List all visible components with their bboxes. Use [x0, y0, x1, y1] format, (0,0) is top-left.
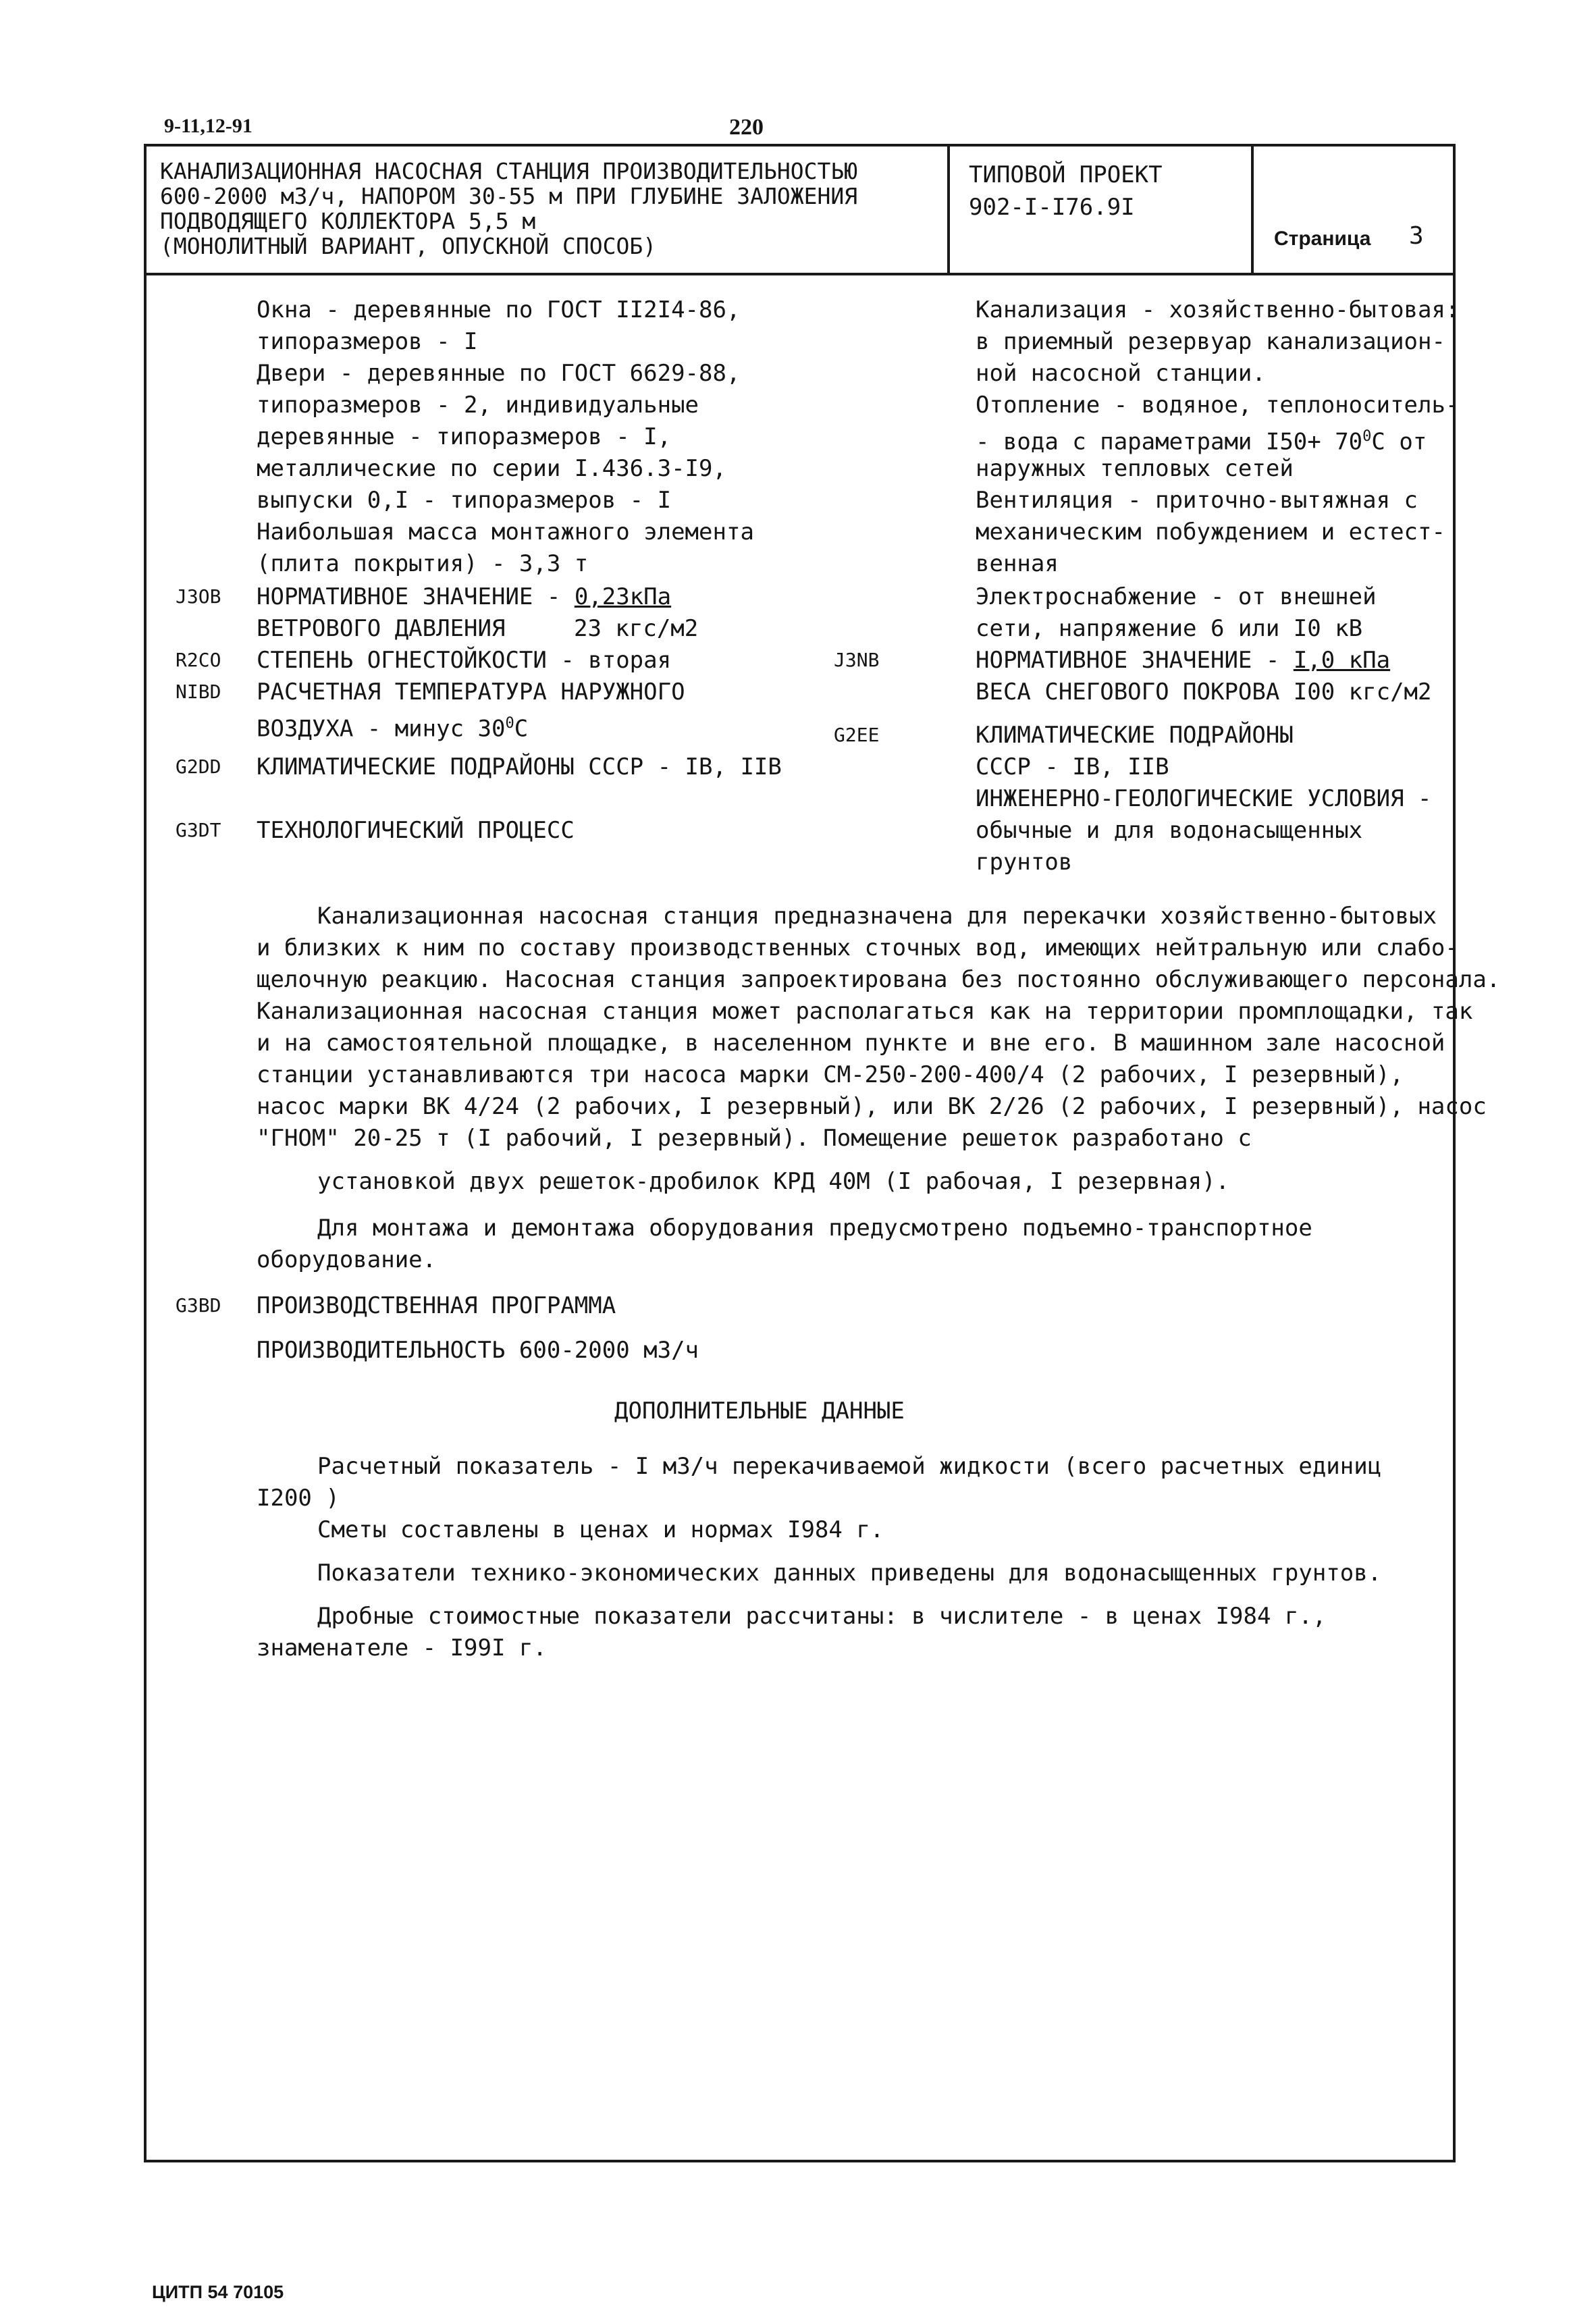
right-line: обычные и для водонасыщенных: [976, 817, 1363, 844]
fractional-line: знаменателе - I99I г.: [257, 1634, 547, 1661]
sheet-code: 9-11,12-91: [164, 115, 252, 137]
right-line: в приемный резервуар канализацион-: [976, 328, 1445, 355]
title-block: [147, 147, 1453, 275]
wind-kgs: 23 кгс/м2: [574, 615, 699, 642]
left-line: типоразмеров - 2, индивидуальные: [257, 392, 699, 419]
project-id-cell: [950, 147, 1254, 273]
indicator-line: Расчетный показатель - I м3/ч перекачиваемой жидкости (всего расчетных единиц: [317, 1453, 1382, 1480]
project-number: 902-I-I76.9I: [969, 194, 1135, 221]
snow-norm: [976, 645, 1390, 675]
title-line: (МОНОЛИТНЫЙ ВАРИАНТ, ОПУСКНОЙ СПОСОБ): [160, 233, 657, 259]
title-line: КАНАЛИЗАЦИОННАЯ НАСОСНАЯ СТАНЦИЯ ПРОИЗВОДИТЕЛЬНОСТЬЮ: [160, 158, 858, 184]
left-line: деревянные - типоразмеров - I,: [257, 423, 672, 450]
temperature-line1: РАСЧЕТНАЯ ТЕМПЕРАТУРА НАРУЖНОГО: [257, 679, 685, 706]
field-code: R2CO: [176, 649, 221, 671]
field-code: G2DD: [176, 755, 221, 778]
right-line: сети, напряжение 6 или I0 кВ: [976, 615, 1363, 642]
field-code: G3BD: [176, 1294, 221, 1317]
wind-norm: [257, 582, 671, 612]
project-title: [147, 147, 950, 273]
right-line: ной насосной станции.: [976, 360, 1266, 387]
field-code: J3OB: [176, 585, 221, 608]
heating-unit: С от: [1371, 428, 1427, 456]
left-line: Окна - деревянные по ГОСТ II2I4-86,: [257, 296, 741, 323]
description-line: Канализационная насосная станция может располагаться как на территории промплощадки, так: [257, 998, 1473, 1025]
degree-mark: 0: [505, 715, 514, 732]
production-title: ПРОИЗВОДСТВЕННАЯ ПРОГРАММА: [257, 1292, 616, 1319]
page-number: 220: [729, 115, 764, 140]
page-label: Страница: [1274, 228, 1371, 250]
description-line: и на самостоятельной площадке, в населенном пункте и вне его. В машинном зале насосной: [257, 1030, 1445, 1057]
degree-mark: 0: [1362, 428, 1372, 445]
left-line: металлические по серии I.436.3-I9,: [257, 455, 726, 482]
description-line: щелочную реакцию. Насосная станция запроектирована без постоянно обслуживающего персонала.: [257, 966, 1501, 993]
snow-value: I,0 кПа: [1293, 647, 1391, 674]
description-line: Канализационная насосная станция предназначена для перекачки хозяйственно-бытовых: [317, 903, 1437, 930]
additional-heading: ДОПОЛНИТЕЛЬНЫЕ ДАННЫЕ: [614, 1398, 905, 1425]
right-line: венная: [976, 550, 1059, 577]
wind-value: 0,23кПа: [574, 583, 672, 610]
printer-code: ЦИТП 54 70105: [152, 2282, 284, 2302]
right-line: наружных тепловых сетей: [976, 455, 1294, 482]
title-line: ПОДВОДЯЩЕГО КОЛЛЕКТОРА 5,5 м: [160, 208, 536, 234]
temperature-text: ВОЗДУХА - минус 30: [257, 715, 506, 743]
right-line: Электроснабжение - от внешней: [976, 583, 1377, 610]
field-code: J3NB: [834, 649, 880, 671]
title-line: 600-2000 м3/ч, НАПОРОМ 30-55 м ПРИ ГЛУБИНЕ ЗАЛОЖЕНИЯ: [160, 183, 858, 209]
fire-resistance: СТЕПЕНЬ ОГНЕСТОЙКОСТИ - вторая: [257, 647, 672, 674]
temperature-line2: [257, 709, 528, 743]
right-line: [976, 422, 1427, 456]
wind-label: НОРМАТИВНОЕ ЗНАЧЕНИЕ -: [257, 583, 575, 610]
mounting-line: Для монтажа и демонтажа оборудования предусмотрено подъемно-транспортное: [317, 1215, 1312, 1242]
temperature-unit: С: [514, 715, 529, 743]
page-value: 3: [1409, 222, 1424, 250]
right-line: Канализация - хозяйственно-бытовая:: [976, 296, 1460, 323]
field-code: G3DT: [176, 819, 221, 841]
right-line: Вентиляция - приточно-вытяжная с: [976, 487, 1418, 514]
field-code: NIBD: [176, 681, 221, 703]
wind-line2: ВЕТРОВОГО ДАВЛЕНИЯ: [257, 615, 506, 642]
right-line: ИНЖЕНЕРНО-ГЕОЛОГИЧЕСКИЕ УСЛОВИЯ -: [976, 785, 1432, 812]
page-cell: [1254, 147, 1453, 273]
right-line: грунтов: [976, 849, 1073, 876]
left-line: Двери - деревянные по ГОСТ 6629-88,: [257, 360, 741, 387]
tech-process-title: ТЕХНОЛОГИЧЕСКИЙ ПРОЦЕСС: [257, 817, 575, 844]
project-label: ТИПОВОЙ ПРОЕКТ: [969, 161, 1163, 188]
right-line: КЛИМАТИЧЕСКИЕ ПОДРАЙОНЫ: [976, 722, 1294, 749]
snow-line2: ВЕСА СНЕГОВОГО ПОКРОВА I00 кгс/м2: [976, 679, 1432, 706]
estimates-line: Сметы составлены в ценах и нормах I984 г.: [317, 1516, 884, 1543]
mounting-line: оборудование.: [257, 1246, 437, 1273]
description-line: станции устанавливаются три насоса марки СМ-250-200-400/4 (2 рабочих, I резервный),: [257, 1061, 1404, 1088]
snow-label: НОРМАТИВНОЕ ЗНАЧЕНИЕ -: [976, 647, 1294, 674]
indicator-line: I200 ): [257, 1485, 340, 1512]
right-line: механическим побуждением и естест-: [976, 519, 1445, 546]
description-line: установкой двух решеток-дробилок КРД 40М (I рабочая, I резервная).: [317, 1168, 1230, 1195]
right-line: Отопление - водяное, теплоноситель-: [976, 392, 1460, 419]
left-line: типоразмеров - I: [257, 328, 478, 355]
left-line: Наибольшая масса монтажного элемента: [257, 519, 754, 546]
fractional-line: Дробные стоимостные показатели рассчитаны: в числителе - в ценах I984 г.,: [317, 1603, 1327, 1630]
field-code: G2EE: [834, 724, 880, 746]
description-line: "ГНОМ" 20-25 т (I рабочий, I резервный). Помещение решеток разработано с: [257, 1125, 1252, 1152]
heating-text: - вода с параметрами I50+ 70: [976, 428, 1363, 456]
climate-subregions: КЛИМАТИЧЕСКИЕ ПОДРАЙОНЫ СССР - IВ, IIВ: [257, 753, 782, 780]
right-line: СССР - IВ, IIВ: [976, 753, 1169, 780]
left-line: (плита покрытия) - 3,3 т: [257, 550, 589, 577]
left-line: выпуски 0,I - типоразмеров - I: [257, 487, 672, 514]
description-line: и близких к ним по составу производственных сточных вод, имеющих нейтральную или слабо-: [257, 934, 1459, 961]
description-line: насос марки ВК 4/24 (2 рабочих, I резервный), или ВК 2/26 (2 рабочих, I резервный), насос: [257, 1093, 1487, 1120]
production-capacity: ПРОИЗВОДИТЕЛЬНОСТЬ 600-2000 м3/ч: [257, 1337, 699, 1364]
indicators-line: Показатели технико-экономических данных приведены для водонасыщенных грунтов.: [317, 1560, 1382, 1587]
